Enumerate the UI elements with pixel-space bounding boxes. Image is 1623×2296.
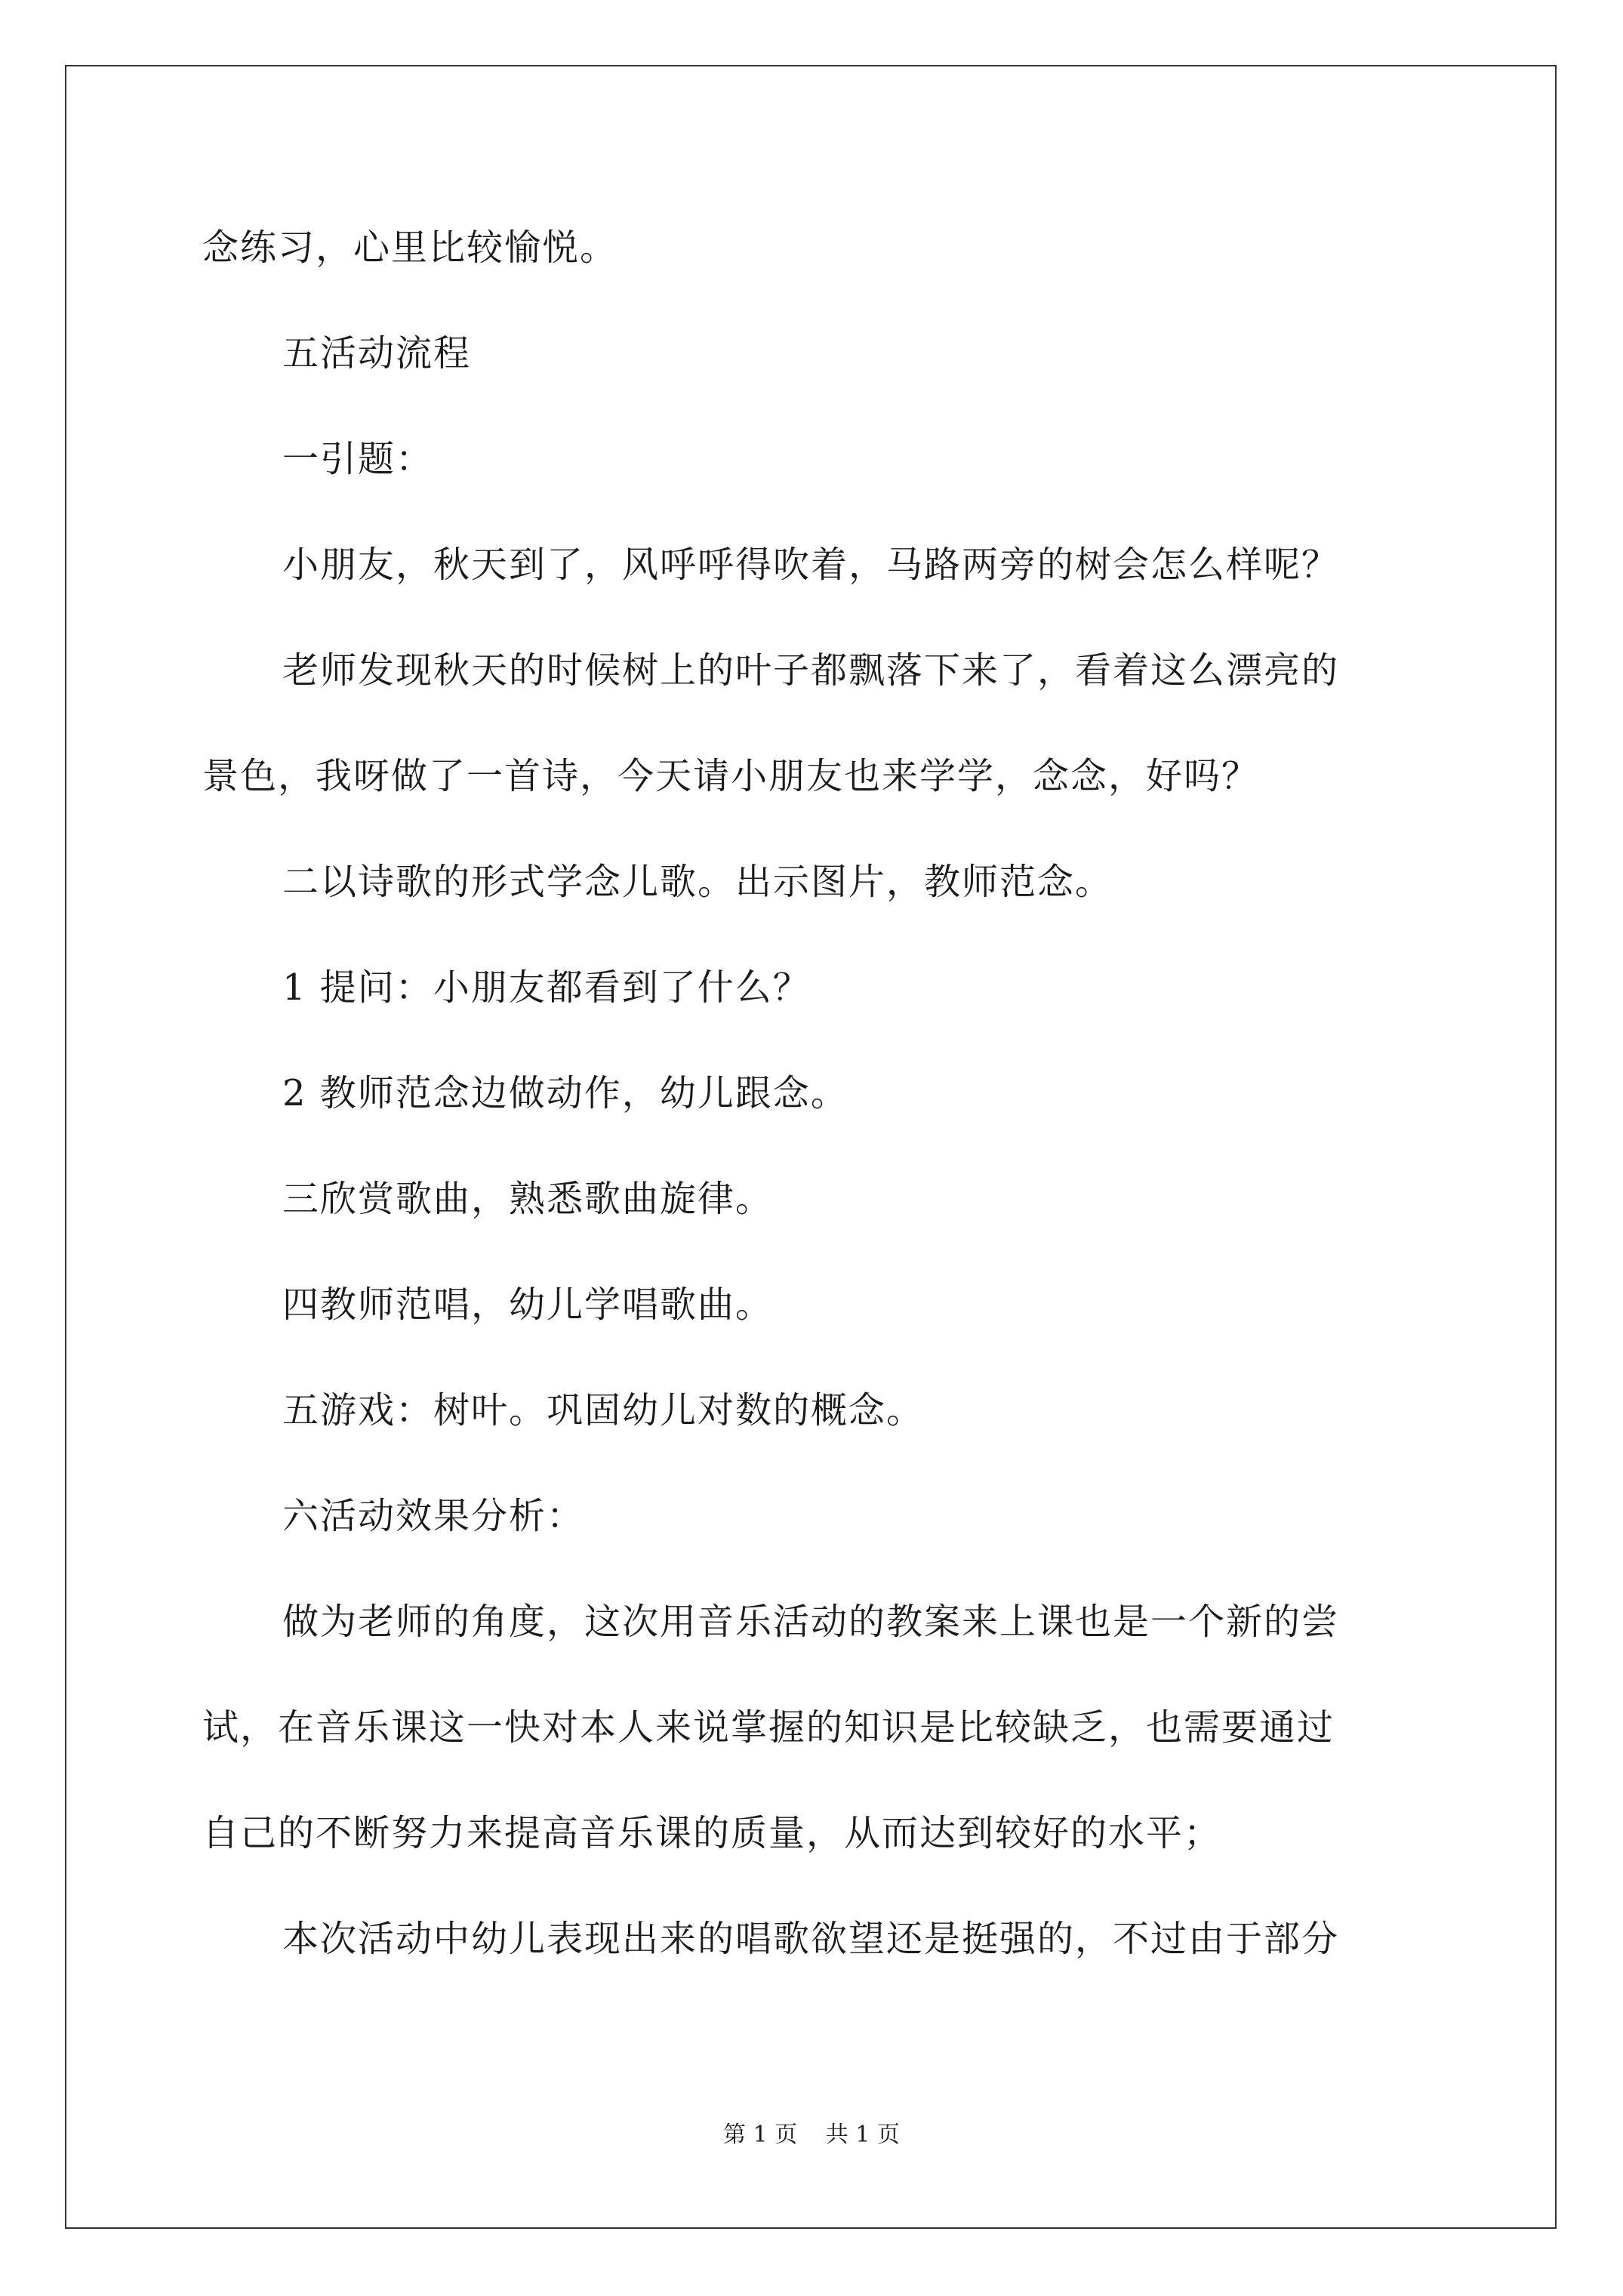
page-border xyxy=(65,65,1557,2229)
text-line: 自己的不断努力来提高音乐课的质量，从而达到较好的水平； xyxy=(202,1812,1222,1854)
text-line: 念练习，心里比较愉悦。 xyxy=(202,227,618,269)
text-line: 2 教师范念边做动作，幼儿跟念。 xyxy=(282,1072,848,1114)
text-line: 试，在音乐课这一快对本人来说掌握的知识是比较缺乏，也需要通过 xyxy=(202,1706,1335,1749)
section-heading: 六活动效果分析： xyxy=(282,1495,585,1537)
text-line: 景色，我呀做了一首诗，今天请小朋友也来学学，念念，好吗？ xyxy=(202,755,1260,797)
text-line: 本次活动中幼儿表现出来的唱歌欲望还是挺强的，不过由于部分 xyxy=(282,1918,1340,1960)
text-line: 五游戏：树叶。巩固幼儿对数的概念。 xyxy=(282,1389,925,1432)
text-line: 老师发现秋天的时候树上的叶子都飘落下来了，看着这么漂亮的 xyxy=(282,649,1340,692)
text-line: 小朋友，秋天到了，风呼呼得吹着，马路两旁的树会怎么样呢？ xyxy=(282,544,1340,586)
text-line: 三欣赏歌曲，熟悉歌曲旋律。 xyxy=(282,1178,774,1220)
section-heading: 五活动流程 xyxy=(282,332,472,374)
section-heading: 一引题： xyxy=(282,438,434,480)
text-line: 做为老师的角度，这次用音乐活动的教案来上课也是一个新的尝 xyxy=(282,1601,1340,1643)
text-line: 1 提问：小朋友都看到了什么？ xyxy=(282,966,811,1009)
text-line: 四教师范唱，幼儿学唱歌曲。 xyxy=(282,1284,774,1326)
page-count: 共 1 页 xyxy=(825,2122,900,2148)
page-number: 第 1 页 xyxy=(723,2122,798,2148)
text-line: 二以诗歌的形式学念儿歌。出示图片，教师范念。 xyxy=(282,861,1113,903)
page-footer xyxy=(0,2120,1623,2150)
